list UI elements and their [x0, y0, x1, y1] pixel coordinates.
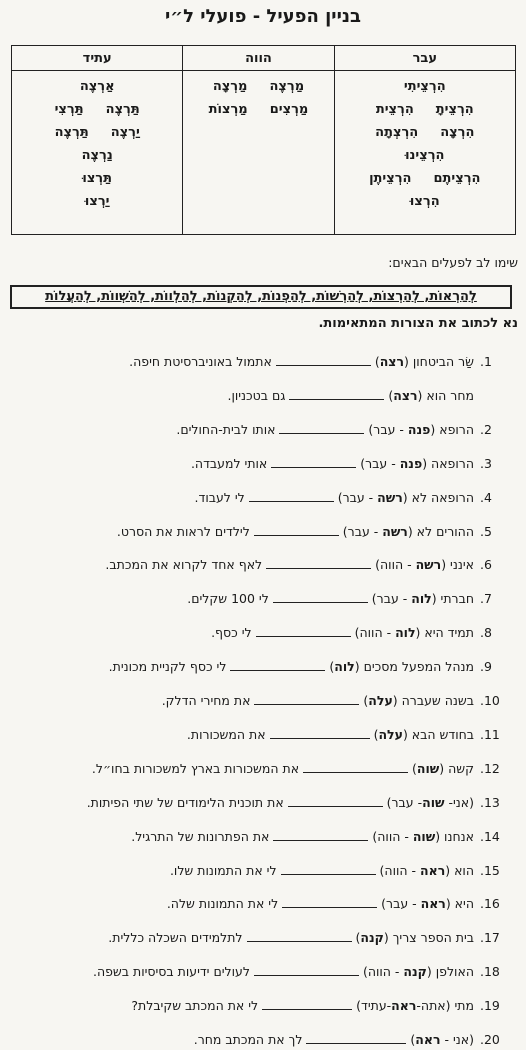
exercise-sentence	[129, 352, 474, 372]
instruction-text: נא לכתוב את הצורות המתאימות.	[318, 316, 518, 331]
exercise-sentence	[195, 488, 474, 508]
verb-form: הִרְצֵיתֶם	[433, 171, 481, 186]
exercise-number: 4.	[480, 489, 492, 505]
sentence-end: לי לעבוד.	[194, 489, 249, 505]
conjugation-line	[18, 167, 176, 190]
answer-blank[interactable]	[289, 386, 384, 400]
sentence-start: (אני -	[440, 1032, 474, 1047]
verb-root: שוה	[416, 760, 440, 776]
sentence-start: ההורים לא (	[407, 523, 474, 539]
answer-blank[interactable]	[256, 623, 351, 637]
verb-root: לוה	[411, 591, 432, 607]
sentence-start: שַׂר הביטחון (	[403, 354, 474, 369]
tense-hint: - עבר)	[333, 489, 378, 505]
verb-form: מַרְצִים	[269, 102, 309, 117]
note-text: שימו לב לפעלים הבאים:	[388, 255, 518, 270]
answer-blank[interactable]	[254, 962, 359, 976]
exercise-sentence	[176, 420, 474, 440]
tense-hint: )	[325, 659, 335, 675]
answer-blank[interactable]	[271, 454, 356, 468]
exercise-number: 11.	[480, 726, 500, 742]
conjugation-line	[189, 75, 327, 98]
sentence-start: בחודש הבא (	[402, 726, 474, 742]
sentence-start: חברתי (	[431, 591, 474, 607]
sentence-end: אתמול באוניברסיטת חיפה.	[129, 354, 276, 369]
conjugation-line	[341, 144, 509, 167]
exercise-sentence	[131, 996, 474, 1016]
sentence-end: לי כסף לקניית מכונית.	[108, 659, 231, 675]
sentence-end: לתלמידים השכלה כללית.	[108, 930, 247, 946]
conjugation-line	[341, 121, 509, 144]
exercise-item	[2, 454, 518, 474]
sentence-end: את הפתרונות של התרגיל.	[131, 828, 274, 844]
tense-hint: -עתיד)	[352, 998, 392, 1014]
sentence-end: לי 100 שקלים.	[187, 591, 273, 607]
sentence-end: לילדים לראות את הסרט.	[116, 523, 254, 539]
exercise-number: 13.	[480, 794, 500, 810]
sentence-end: גם בטכניון.	[227, 387, 290, 403]
tense-hint: )	[351, 930, 361, 946]
conjugation-table	[11, 45, 516, 235]
verb-root: רשה	[415, 557, 442, 573]
exercise-sentence	[105, 555, 474, 575]
sentence-end: את המשכורות.	[186, 726, 270, 742]
verb-form: הִרְצֵית	[375, 102, 414, 117]
exercise-number: 5.	[480, 523, 492, 539]
header-present: הווה	[183, 46, 334, 71]
conjugation-line	[189, 98, 327, 121]
exercise-item	[2, 861, 518, 881]
exercise-item	[2, 589, 518, 609]
exercise-number: 19.	[480, 998, 500, 1014]
conjugation-line	[18, 75, 176, 98]
verb-form: הִרְצֵינוּ	[405, 148, 445, 163]
sentence-end: את המשכורות בארץ למשכורות בחו״ל.	[91, 760, 304, 776]
tense-hint: - הווה)	[375, 862, 420, 878]
exercise-number: 15.	[480, 862, 500, 878]
verb-root: שוה	[422, 794, 445, 810]
verb-root: פנה	[399, 455, 423, 471]
exercise-sentence	[194, 1030, 474, 1050]
answer-blank[interactable]	[254, 522, 339, 536]
sentence-end: אותי למעבדה.	[190, 455, 272, 471]
verb-form: הִרְצוּ	[409, 194, 440, 209]
exercise-item	[2, 996, 518, 1016]
sentence-start: מחר הוא (	[417, 387, 474, 403]
answer-blank[interactable]	[254, 691, 359, 705]
conjugation-line	[341, 190, 509, 213]
verb-root: קנה	[360, 930, 384, 946]
exercise-sentence	[227, 386, 474, 406]
sentence-end: את מחירי הדלק.	[161, 693, 255, 708]
verb-form: מַרְצָה	[212, 79, 248, 94]
verb-form: מַרְצֶה	[269, 79, 305, 94]
tense-hint: )	[384, 387, 394, 403]
verb-root: רשה	[377, 489, 403, 505]
answer-blank[interactable]	[270, 725, 370, 739]
exercise-number: 18.	[480, 964, 500, 980]
exercise-number: 3.	[480, 455, 492, 471]
exercise-number: 20.	[480, 1032, 500, 1047]
sentence-start: היא (	[445, 896, 474, 912]
exercise-item	[2, 1030, 518, 1050]
sentence-start: מתי (אתה-	[416, 998, 474, 1014]
sentence-start: (אני-	[444, 794, 474, 810]
sentence-start: האולפן (	[426, 964, 474, 980]
exercise-item	[2, 725, 518, 745]
verbs-list-box: לְהַרְאוֹת, לְהַרְצוֹת, לְהַרְשׁוֹת, לְהַפְנוֹת, לְהַקְנוֹת, לְהַלְווֹת, לְהַשְׁווֹת, לְהַעֲלוֹת	[10, 285, 512, 309]
sentence-end: לי את התמונות שלה.	[166, 896, 283, 912]
page-title: בניין הפעיל - פועלי ל״י	[165, 6, 361, 27]
answer-blank[interactable]	[303, 759, 408, 773]
exercise-number: 9.	[480, 659, 492, 675]
exercise-number: 1.	[480, 354, 492, 369]
exercise-item	[2, 928, 518, 948]
tense-hint: - עבר)	[364, 421, 408, 437]
exercise-number: 12.	[480, 760, 500, 776]
exercise-sentence	[108, 928, 474, 948]
conjugation-line	[341, 167, 509, 190]
answer-blank[interactable]	[266, 555, 371, 569]
verb-root: לוה	[395, 625, 416, 641]
exercise-number: 8.	[480, 625, 492, 641]
sentence-start: אנחנו (	[435, 828, 474, 844]
verb-form: הִרְצְתָה	[375, 125, 419, 140]
answer-blank[interactable]	[288, 793, 383, 807]
verb-form: הִרְצֵיתִי	[403, 79, 446, 94]
tense-hint: - הווה)	[350, 625, 396, 641]
exercise-item	[2, 386, 518, 406]
tense-hint: )	[408, 760, 417, 776]
exercise-item	[2, 691, 518, 711]
verb-root: רשה	[382, 523, 408, 539]
tense-hint: - עבר)	[338, 523, 383, 539]
exercise-sentence	[187, 589, 474, 609]
exercise-item	[2, 623, 518, 643]
verb-form: הִרְצֵיתָ	[435, 102, 474, 117]
sentence-start: אינני (	[441, 557, 474, 573]
exercise-item	[2, 420, 518, 440]
verb-root: עלה	[368, 693, 393, 708]
exercise-item	[2, 522, 518, 542]
answer-blank[interactable]	[276, 352, 371, 366]
tense-hint: - עבר)	[356, 455, 400, 471]
sentence-end: לאף אחד לקרוא את המכתב.	[105, 557, 267, 573]
verb-root: ראה	[420, 896, 446, 912]
exercise-item	[2, 657, 518, 677]
exercise-item	[2, 827, 518, 847]
present-forms	[183, 71, 334, 235]
conjugation-line	[341, 75, 509, 98]
past-forms	[334, 71, 515, 235]
exercise-sentence	[87, 793, 474, 813]
answer-blank[interactable]	[281, 861, 376, 875]
sentence-start: הרופאה (	[422, 455, 474, 471]
exercise-number: 7.	[480, 591, 492, 607]
answer-blank[interactable]	[249, 488, 334, 502]
sentence-end: אותו לבית-החולים.	[176, 421, 280, 437]
exercise-sentence	[92, 759, 474, 779]
verb-root: עלה	[378, 726, 403, 742]
exercise-item	[2, 962, 518, 982]
verb-form: נַרְצֶה	[81, 148, 113, 163]
conjugation-line	[341, 98, 509, 121]
answer-blank[interactable]	[230, 657, 325, 671]
exercise-item	[2, 759, 518, 779]
verb-form: תַּרְצֶה	[54, 125, 89, 140]
verb-form: תַּרְצִי	[54, 102, 84, 117]
exercise-sentence	[187, 725, 474, 745]
sentence-end: לך את המכתב מחר.	[193, 1032, 307, 1047]
verb-root: קנה	[403, 964, 427, 980]
answer-blank[interactable]	[273, 827, 368, 841]
tense-hint: - עבר)	[377, 896, 421, 912]
verb-root: ראה	[420, 862, 446, 878]
sentence-start: הוא (	[445, 862, 474, 878]
verb-root: פנה	[407, 421, 431, 437]
sentence-end: את תוכנית הלימודים של שתי הפיתות.	[86, 794, 288, 810]
tense-hint: - הווה)	[371, 557, 416, 573]
verb-form: יַרְצוּ	[84, 194, 110, 209]
answer-blank[interactable]	[262, 996, 352, 1010]
sentence-start: מנהל המפעל מסכים (	[354, 659, 474, 675]
exercise-sentence	[211, 623, 474, 643]
sentence-end: לעולים ידיעות בסיסיות בשפה.	[92, 964, 254, 980]
tense-hint: - עבר)	[382, 794, 423, 810]
exercise-sentence	[170, 861, 474, 881]
answer-blank[interactable]	[247, 928, 352, 942]
tense-hint: - הווה)	[358, 964, 404, 980]
conjugation-line	[18, 190, 176, 213]
conjugation-line	[18, 144, 176, 167]
answer-blank[interactable]	[282, 894, 377, 908]
tense-hint: - עבר)	[367, 591, 412, 607]
verb-root: רצה	[379, 354, 404, 369]
conjugation-line	[18, 98, 176, 121]
exercise-sentence	[117, 522, 474, 542]
sentence-start: בית הספר צריך (	[383, 930, 474, 946]
exercise-item	[2, 793, 518, 813]
exercise-sentence	[109, 657, 474, 677]
verb-form: מַרְצוֹת	[208, 102, 248, 117]
verb-root: לוה	[334, 659, 355, 675]
exercise-number: 2.	[480, 421, 492, 437]
verb-root: רצה	[393, 387, 418, 403]
exercise-sentence	[191, 454, 474, 474]
exercise-number: 17.	[480, 930, 500, 946]
sentence-start: תמיד היא (	[415, 625, 474, 641]
sentence-end: לי כסף.	[211, 625, 256, 641]
sentence-end: לי את התמונות שלו.	[169, 862, 281, 878]
exercise-item	[2, 894, 518, 914]
tense-hint: )	[359, 693, 369, 708]
exercise-item	[2, 352, 518, 372]
answer-blank[interactable]	[279, 420, 364, 434]
sentence-end: לי את המכתב שקיבלת?	[131, 998, 263, 1014]
header-future: עתיד	[12, 46, 183, 71]
header-past: עבר	[334, 46, 515, 71]
exercise-sentence	[93, 962, 474, 982]
sentence-start: קשה (	[439, 760, 474, 776]
tense-hint: )	[406, 1032, 416, 1047]
verb-form: תַּרְצֶה	[105, 102, 140, 117]
exercise-sentence	[131, 827, 474, 847]
exercise-sentence	[167, 894, 474, 914]
verb-form: הִרְצֵיתֶן	[369, 171, 412, 186]
tense-hint: )	[369, 726, 379, 742]
conjugation-line	[18, 121, 176, 144]
tense-hint: - הווה)	[368, 828, 413, 844]
tense-hint: )	[370, 354, 380, 369]
exercise-item	[2, 555, 518, 575]
exercise-number: 16.	[480, 896, 500, 912]
sentence-start: בשנה שעברה (	[392, 693, 474, 708]
answer-blank[interactable]	[273, 589, 368, 603]
exercise-number: 6.	[480, 557, 492, 573]
verb-root: ראה	[415, 1032, 441, 1047]
verb-form: אַרְצֶה	[79, 79, 115, 94]
exercise-number: 14.	[480, 828, 500, 844]
answer-blank[interactable]	[306, 1030, 406, 1044]
verb-form: יַרְצֶה	[110, 125, 140, 140]
verb-root: שוה	[412, 828, 436, 844]
verb-root: ראה	[391, 998, 417, 1014]
sentence-start: הרופאה לא (	[402, 489, 474, 505]
sentence-start: הרופא (	[430, 421, 474, 437]
exercise-item	[2, 488, 518, 508]
exercise-sentence	[162, 691, 474, 711]
exercise-number: 10.	[480, 693, 500, 708]
verb-form: הִרְצָה	[440, 125, 475, 140]
future-forms	[12, 71, 183, 235]
verb-form: תַּרְצוּ	[82, 171, 113, 186]
